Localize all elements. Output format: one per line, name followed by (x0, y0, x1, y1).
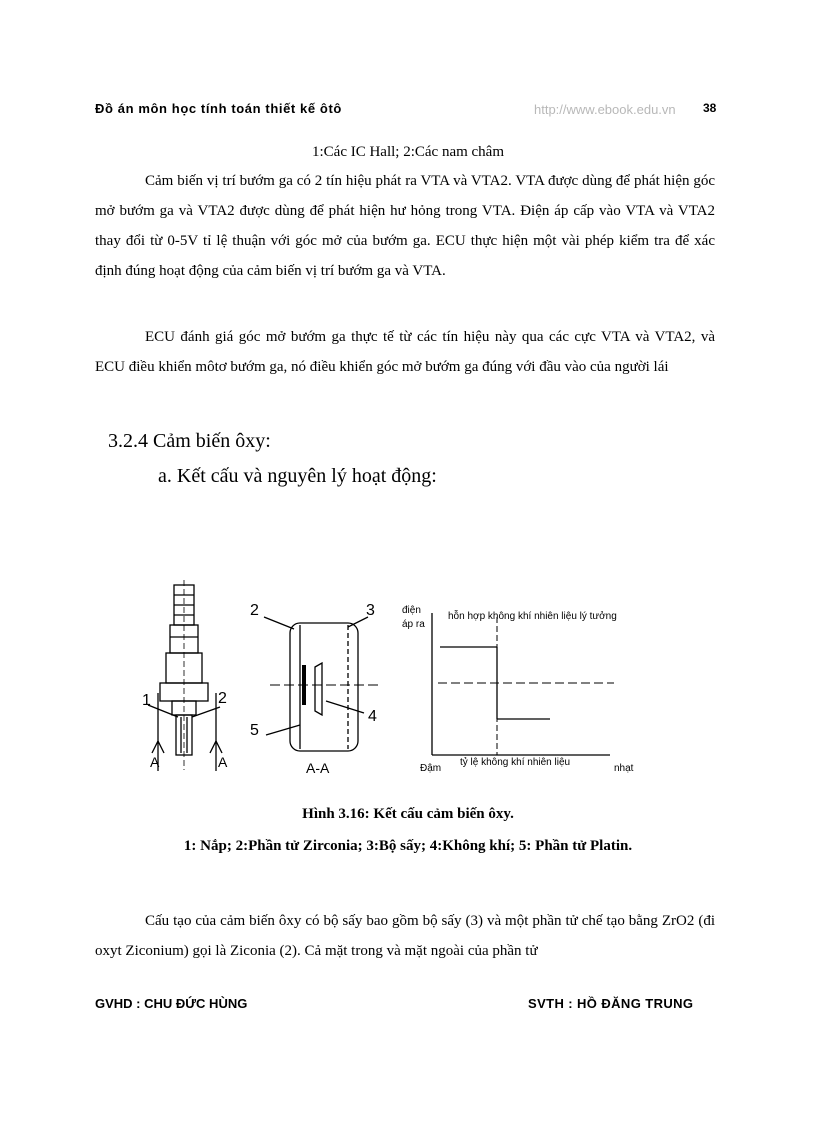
footer-student: SVTH : HỒ ĐĂNG TRUNG (528, 996, 694, 1011)
graph-top-label: hỗn hợp không khí nhiên liệu lý tưởng (448, 611, 617, 622)
section-name: A-A (306, 760, 330, 775)
label-A-left: A (150, 754, 160, 770)
label-4: 4 (368, 708, 377, 725)
paragraph-1: Cảm biến vị trí bướm ga có 2 tín hiệu phát ra VTA và VTA2. VTA được dùng để phát hiện góc mở bướm ga và VTA2 được dùng để phát hiện hư hỏng trong VTA. Điện áp cấp vào VTA và VTA2 thay đổi từ 0-5V tỉ lệ thuận với góc mở của bướm ga. ECU thực hiện một vài phép kiểm tra để xác định đúng hoạt động của cảm biến vị trí bướm ga và VTA. (95, 173, 715, 279)
paragraph-3: Cấu tạo của cảm biến ôxy có bộ sấy bao gồm bộ sấy (3) và một phần tử chế tạo bằng ZrO2 (đi oxyt Ziconium) gọi là Ziconia (2). Cả mặt trong và mặt ngoài của phần tử (95, 913, 715, 959)
graph-y-label-1: điện (402, 605, 421, 616)
section-heading: 3.2.4 Cảm biến ôxy: (108, 430, 271, 452)
figure-caption-title: Hình 3.16: Kết cấu cảm biến ôxy. (302, 806, 514, 822)
figure-caption-previous: 1:Các IC Hall; 2:Các nam châm (311, 144, 505, 160)
page-number: 38 (703, 101, 717, 115)
oxygen-sensor-figure (130, 575, 650, 775)
label-2-left: 2 (218, 690, 227, 707)
figure-caption-legend: 1: Nắp; 2:Phần tử Zirconia; 3:Bộ sấy; 4:Không khí; 5: Phần tử Platin. (183, 838, 633, 854)
header-title: Đồ án môn học tính toán thiết kế ôtô (95, 101, 342, 116)
label-1: 1 (142, 692, 151, 709)
footer-supervisor: GVHD : CHU ĐỨC HÙNG (95, 996, 248, 1011)
graph-x-label: tỷ lệ không khí nhiên liệu (460, 757, 571, 768)
label-2: 2 (250, 602, 259, 619)
graph-x-right: nhạt (614, 763, 634, 774)
label-3: 3 (366, 602, 375, 619)
paragraph-2: ECU đánh giá góc mở bướm ga thực tế từ các tín hiệu này qua các cực VTA và VTA2, và ECU điều khiển môtơ bướm ga, nó điều khiển góc mở bướm ga đúng với đầu vào của người lái (95, 329, 715, 375)
sensor-drawing (148, 580, 222, 771)
section-drawing (264, 617, 380, 751)
voltage-graph (432, 613, 614, 755)
graph-y-label-2: áp ra (402, 619, 425, 630)
header-url[interactable]: http://www.ebook.edu.vn (534, 102, 676, 117)
graph-x-left: Đậm (420, 763, 442, 774)
label-5: 5 (250, 722, 259, 739)
subsection-heading: a. Kết cấu và nguyên lý hoạt động: (158, 465, 437, 487)
label-A-right: A (218, 754, 228, 770)
